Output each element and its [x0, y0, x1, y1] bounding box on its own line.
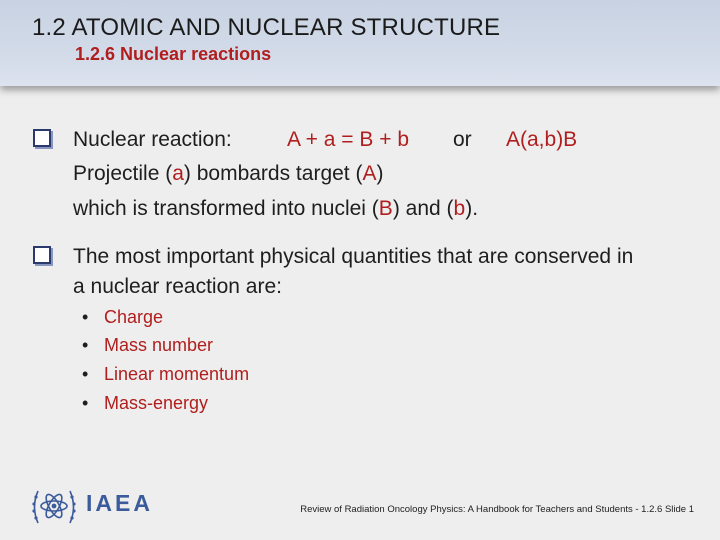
conserved-intro-line1: The most important physical quantities that are conserved in: [73, 245, 634, 268]
list-item-label: Charge: [104, 307, 164, 327]
slide-title: 1.2 ATOMIC AND NUCLEAR STRUCTURE: [32, 14, 501, 41]
projectile-description: [73, 162, 383, 186]
text-segment: ) and (: [392, 197, 454, 220]
list-item: [82, 307, 163, 328]
projectile-symbol: a: [172, 162, 184, 185]
list-item: [82, 393, 208, 414]
product-symbol: B: [378, 197, 393, 220]
reaction-label: Nuclear reaction:: [73, 128, 232, 151]
text-segment: ) bombards target (: [183, 162, 363, 185]
bullet-dot-icon: •: [82, 364, 89, 384]
list-item-label: Linear momentum: [104, 364, 250, 384]
reaction-notation: A(a,b)B: [506, 128, 578, 151]
text-segment: which is transformed into nuclei (: [73, 197, 379, 220]
checkbox-bullet-icon: [33, 246, 51, 264]
iaea-emblem-icon: [28, 483, 80, 529]
bullet-dot-icon: •: [82, 393, 89, 413]
list-item: [82, 335, 213, 356]
slide-subtitle: 1.2.6 Nuclear reactions: [75, 44, 272, 64]
ejectile-symbol: b: [453, 197, 466, 220]
checkbox-bullet-icon: [33, 129, 51, 147]
list-item-label: Mass number: [104, 335, 214, 355]
text-segment: Projectile (: [73, 162, 173, 185]
bullet-dot-icon: •: [82, 307, 89, 327]
text-segment: ): [376, 162, 384, 185]
reaction-formula: A + a = B + b: [287, 128, 410, 151]
iaea-logo-text: IAEA: [86, 490, 153, 516]
slide-header: [0, 0, 720, 86]
bullet-text: [73, 128, 232, 152]
list-item: [82, 364, 249, 385]
text-segment: ).: [465, 197, 479, 220]
transformation-description: [73, 197, 478, 221]
slide-footer: Review of Radiation Oncology Physics: A Handbook for Teachers and Students - 1.2.6 Slide 1: [300, 504, 694, 515]
list-item-label: Mass-energy: [104, 393, 209, 413]
bullet-dot-icon: •: [82, 335, 89, 355]
target-symbol: A: [362, 162, 377, 185]
conserved-intro-line2: a nuclear reaction are:: [73, 275, 282, 298]
or-label: or: [453, 128, 472, 151]
